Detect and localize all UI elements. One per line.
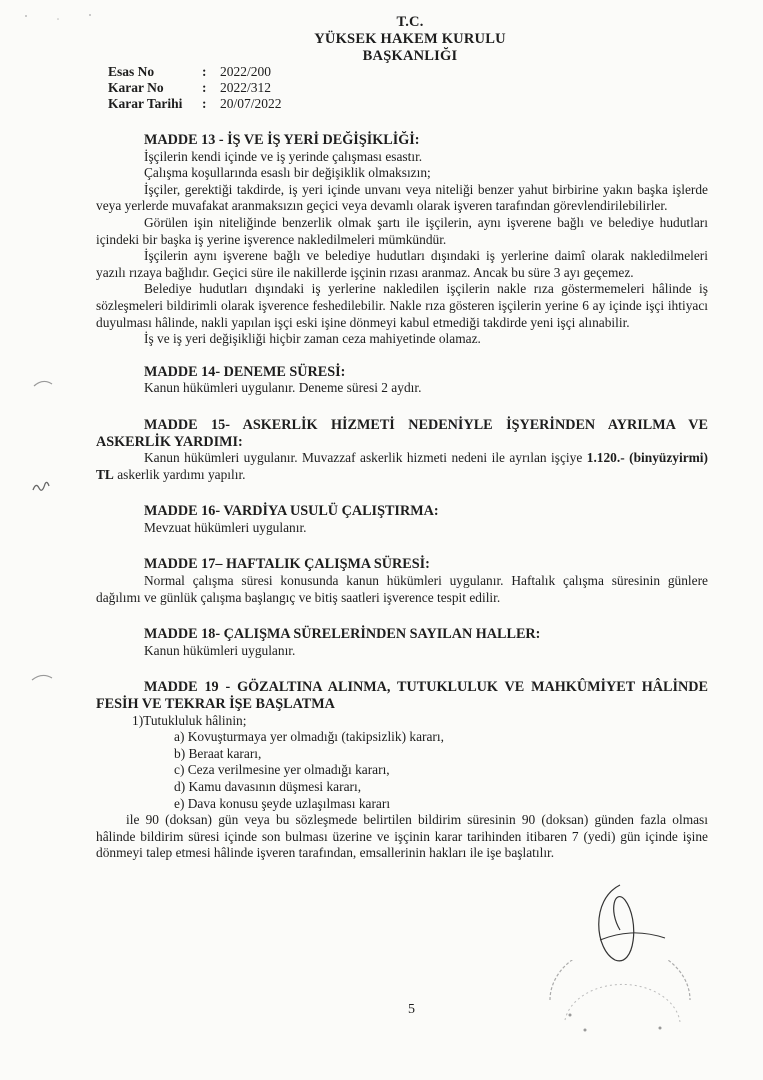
article-15-paragraph bbox=[96, 450, 708, 483]
official-seal-icon bbox=[540, 960, 700, 1060]
article-19-item: e) Dava konusu şeyde uzlaşılması kararı bbox=[174, 795, 391, 811]
article-14-heading: MADDE 14- DENEME SÜRESİ: bbox=[144, 363, 346, 380]
article-19-heading: MADDE 19 - GÖZALTINA ALINMA, TUTUKLULUK VE MAHKÛMİYET HÂLİNDE FESİH VE TEKRAR İŞE BAŞLATMA bbox=[96, 679, 708, 713]
meta-value: 2022/200 bbox=[220, 64, 272, 79]
article-19-item: c) Ceza verilmesine yer olmadığı kararı, bbox=[174, 762, 390, 778]
header-institution: YÜKSEK HAKEM KURULU bbox=[314, 31, 506, 47]
article-19-item: a) Kovuşturmaya yer olmadığı (takipsizlik) kararı, bbox=[174, 729, 444, 745]
article-19-item: b) Beraat kararı, bbox=[174, 745, 262, 761]
case-metadata bbox=[108, 64, 282, 112]
meta-value: 2022/312 bbox=[220, 80, 272, 95]
margin-scribble-icon bbox=[30, 478, 52, 496]
page-number: 5 bbox=[408, 1002, 415, 1017]
document-body bbox=[96, 132, 708, 862]
article-19-paragraph: ile 90 (doksan) gün veya bu sözleşmede belirtilen bildirim süresinin 90 (doksan) günden fazla olması hâlinde bildirim süresi içinde son bulması üzerine ve işçinin karar tarihinden itibaren 7 (yedi) gün içinde işine dönmeyi talep etmesi hâlinde işveren tarafından, emsallerinin hakları ile işe başlatılır. bbox=[96, 812, 708, 861]
article-17-heading: MADDE 17– HAFTALIK ÇALIŞMA SÜRESİ: bbox=[144, 556, 430, 573]
article-16-heading: MADDE 16- VARDİYA USULÜ ÇALIŞTIRMA: bbox=[144, 503, 439, 520]
article-16-paragraph: Mevzuat hükümleri uygulanır. bbox=[144, 519, 307, 535]
meta-separator: : bbox=[202, 96, 207, 111]
article-19-intro: 1)Tutukluluk hâlinin; bbox=[132, 712, 247, 728]
meta-label: Esas No bbox=[108, 64, 155, 79]
meta-separator: : bbox=[202, 64, 207, 79]
header-tc: T.C. bbox=[396, 14, 424, 30]
signature-icon bbox=[580, 880, 670, 970]
military-aid-amount: 1.120.- (binyüzyirmi) TL bbox=[96, 450, 708, 482]
article-18-paragraph: Kanun hükümleri uygulanır. bbox=[144, 642, 296, 658]
meta-row-karar bbox=[108, 80, 282, 96]
meta-row-tarih bbox=[108, 96, 282, 112]
article-13-paragraph: İşçiler, gerektiği takdirde, iş yeri içinde unvanı veya niteliği benzer yahut birbirine yakın başka işlerde veya yerlerde muvafakat aranmaksızın geçici veya devamlı olarak işveren tarafından görevlendirilebilirler. bbox=[96, 181, 708, 214]
article-14-paragraph: Kanun hükümleri uygulanır. Deneme süresi 2 aydır. bbox=[144, 380, 422, 396]
article-13-paragraph: Belediye hudutları dışındaki iş yerlerine nakledilen işçilerin nakle rıza göstermemeleri hâlinde iş sözleşmeleri bildirimli olarak işverence feshedilebilir. Nakle rıza gösteren işçilerin yerine 6 ay içinde işçi ihtiyacı duyulması hâlinde, nakli yapılan işçi eski işine dönmeyi kabul etmediği takdirde yeni işçi alınabilir. bbox=[96, 281, 708, 330]
article-13-heading: MADDE 13 - İŞ VE İŞ YERİ DEĞİŞİKLİĞİ: bbox=[144, 132, 420, 148]
article-13-paragraph: İşçilerin kendi içinde ve iş yerinde çalışması esastır. bbox=[144, 148, 423, 164]
article-15-heading: MADDE 15- ASKERLİK HİZMETİ NEDENİYLE İŞYERİNDEN AYRILMA VE ASKERLİK YARDIMI: bbox=[96, 416, 708, 450]
meta-label: Karar No bbox=[108, 80, 164, 95]
scan-specks-icon bbox=[20, 10, 100, 24]
article-13-paragraph: Çalışma koşullarında esaslı bir değişiklik olmaksızın; bbox=[144, 165, 431, 181]
article-17-paragraph: Normal çalışma süresi konusunda kanun hükümleri uygulanır. Haftalık çalışma süresinin günlere dağılımı ve günlük çalışma başlangıç ve bitiş saatleri işverence tespit edilir. bbox=[96, 573, 708, 605]
article-15-text: Kanun hükümleri uygulanır. Muvazzaf askerlik hizmeti nedeni ile ayrılan işçiye bbox=[144, 450, 587, 466]
document-header bbox=[280, 14, 540, 65]
article-19-item: d) Kamu davasının düşmesi kararı, bbox=[174, 779, 362, 794]
article-13-paragraph: İş ve iş yeri değişikliği hiçbir zaman ceza mahiyetinde olamaz. bbox=[144, 331, 481, 347]
margin-mark-icon bbox=[30, 672, 54, 684]
header-presidency: BAŞKANLIĞI bbox=[362, 48, 458, 64]
meta-separator: : bbox=[202, 80, 207, 95]
article-15-text-end: askerlik yardımı yapılır. bbox=[113, 466, 246, 482]
meta-row-esas bbox=[108, 64, 282, 80]
article-13-paragraph: İşçilerin aynı işverene bağlı ve belediye hudutları dışındaki iş yerlerine daimî olarak nakledilmeleri yazılı rızaya bağlıdır. Geçici süre ile nakillerde işçinin rızası aranmaz. Ancak bu süre 3 ayı geçemez. bbox=[96, 248, 708, 280]
meta-value: 20/07/2022 bbox=[220, 96, 282, 111]
meta-label: Karar Tarihi bbox=[108, 96, 183, 111]
margin-mark-icon bbox=[32, 378, 54, 390]
article-13-paragraph: Görülen işin niteliğinde benzerlik olmak şartı ile işçilerin, aynı işverene bağlı ve belediye hudutları içindeki bir başka iş yerine işverence nakledilmeleri mümkündür. bbox=[96, 214, 708, 247]
article-18-heading: MADDE 18- ÇALIŞMA SÜRELERİNDEN SAYILAN HALLER: bbox=[144, 626, 541, 643]
